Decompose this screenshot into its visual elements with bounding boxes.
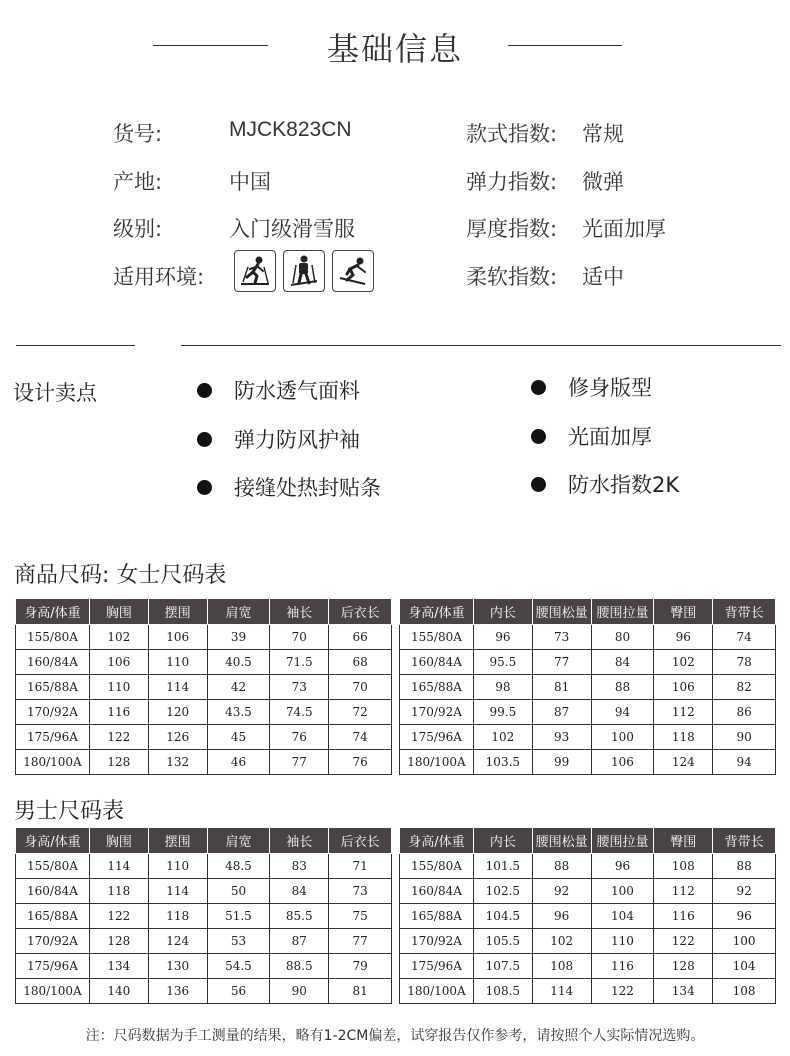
- table-cell: 175/96A: [16, 954, 90, 979]
- table-cell: 74.5: [270, 700, 329, 725]
- bullet-icon: [197, 480, 212, 495]
- table-cell: 112: [654, 700, 713, 725]
- table-cell: 102: [89, 625, 148, 650]
- table-cell: 53: [207, 929, 270, 954]
- table-cell: 170/92A: [400, 700, 474, 725]
- table-cell: 108.5: [473, 979, 532, 1004]
- table-cell: 165/88A: [16, 675, 90, 700]
- table-cell: 90: [270, 979, 329, 1004]
- table-cell: 87: [532, 700, 591, 725]
- table-cell: 104: [591, 904, 654, 929]
- table-cell: 114: [148, 879, 207, 904]
- table-cell: 118: [654, 725, 713, 750]
- table-cell: 95.5: [473, 650, 532, 675]
- table-cell: 103.5: [473, 750, 532, 775]
- table-cell: 106: [89, 650, 148, 675]
- info-value-thickness: 光面加厚: [582, 217, 666, 241]
- info-label-origin: 产地:: [113, 170, 163, 194]
- page-title: 基础信息: [326, 30, 463, 68]
- feature-text: 接缝处热封贴条: [234, 476, 381, 500]
- table-row: [400, 904, 776, 929]
- table-row: [16, 854, 392, 879]
- table-cell: 105.5: [473, 929, 532, 954]
- info-label-elasticity: 弹力指数:: [466, 170, 558, 194]
- feature-text: 防水指数2K: [568, 473, 680, 497]
- table-header-cell: 身高/体重: [16, 599, 90, 625]
- table-row: [400, 879, 776, 904]
- women-lower-size-table: [399, 598, 776, 775]
- table-row: [16, 954, 392, 979]
- table-cell: 46: [207, 750, 270, 775]
- table-cell: 165/88A: [400, 675, 474, 700]
- table-cell: 84: [591, 650, 654, 675]
- table-cell: 116: [89, 700, 148, 725]
- table-header-cell: 胸围: [89, 828, 148, 854]
- table-cell: 45: [207, 725, 270, 750]
- environment-icons: [234, 250, 374, 292]
- table-cell: 180/100A: [400, 750, 474, 775]
- table-cell: 128: [89, 750, 148, 775]
- table-cell: 155/80A: [16, 854, 90, 879]
- table-cell: 81: [532, 675, 591, 700]
- feature-text: 修身版型: [568, 376, 652, 400]
- table-row: [16, 700, 392, 725]
- info-label-thickness: 厚度指数:: [466, 217, 558, 241]
- table-header-cell: 内长: [473, 828, 532, 854]
- table-header-cell: 摆围: [148, 828, 207, 854]
- table-cell: 96: [654, 625, 713, 650]
- downhill-ski-icon: [332, 250, 374, 292]
- table-cell: 170/92A: [400, 929, 474, 954]
- table-cell: 126: [148, 725, 207, 750]
- table-cell: 96: [532, 904, 591, 929]
- feature-item: [531, 372, 652, 402]
- table-cell: 96: [591, 854, 654, 879]
- table-header-row: [400, 828, 776, 854]
- table-cell: 94: [591, 700, 654, 725]
- table-cell: 112: [654, 879, 713, 904]
- table-cell: 132: [148, 750, 207, 775]
- table-cell: 70: [329, 675, 392, 700]
- table-cell: 86: [713, 700, 776, 725]
- table-cell: 175/96A: [400, 725, 474, 750]
- info-value-item-no: MJCK823CN: [229, 118, 352, 141]
- feature-item: [197, 424, 360, 454]
- table-cell: 39: [207, 625, 270, 650]
- table-cell: 83: [270, 854, 329, 879]
- table-row: [16, 929, 392, 954]
- table-row: [400, 854, 776, 879]
- table-cell: 124: [654, 750, 713, 775]
- table-cell: 134: [89, 954, 148, 979]
- table-cell: 78: [713, 650, 776, 675]
- women-size-heading: 商品尺码: 女士尺码表: [14, 563, 227, 588]
- table-cell: 48.5: [207, 854, 270, 879]
- info-value-softness: 适中: [582, 265, 624, 289]
- men-upper-size-table: [15, 827, 392, 1004]
- table-cell: 101.5: [473, 854, 532, 879]
- table-cell: 73: [532, 625, 591, 650]
- table-cell: 160/84A: [400, 650, 474, 675]
- table-cell: 85.5: [270, 904, 329, 929]
- table-cell: 73: [270, 675, 329, 700]
- table-cell: 76: [329, 750, 392, 775]
- table-cell: 88: [591, 675, 654, 700]
- table-cell: 98: [473, 675, 532, 700]
- info-label-level: 级别:: [113, 217, 163, 241]
- table-cell: 180/100A: [16, 750, 90, 775]
- table-header-cell: 身高/体重: [16, 828, 90, 854]
- table-cell: 108: [713, 979, 776, 1004]
- table-header-cell: 腰围松量: [532, 828, 591, 854]
- table-header-cell: 背带长: [713, 828, 776, 854]
- table-cell: 70: [270, 625, 329, 650]
- table-cell: 180/100A: [16, 979, 90, 1004]
- table-cell: 140: [89, 979, 148, 1004]
- women-upper-size-table: [15, 598, 392, 775]
- table-cell: 40.5: [207, 650, 270, 675]
- table-cell: 92: [713, 879, 776, 904]
- table-cell: 110: [591, 929, 654, 954]
- table-row: [16, 650, 392, 675]
- table-cell: 114: [532, 979, 591, 1004]
- table-row: [400, 725, 776, 750]
- table-header-cell: 腰围松量: [532, 599, 591, 625]
- info-label-softness: 柔软指数:: [466, 265, 558, 289]
- table-row: [400, 750, 776, 775]
- table-cell: 71: [329, 854, 392, 879]
- table-cell: 128: [89, 929, 148, 954]
- table-cell: 75: [329, 904, 392, 929]
- feature-text: 弹力防风护袖: [234, 428, 360, 452]
- info-value-elasticity: 微弹: [582, 170, 624, 194]
- bullet-icon: [197, 383, 212, 398]
- table-cell: 77: [270, 750, 329, 775]
- table-header-cell: 袖长: [270, 828, 329, 854]
- table-header-cell: 肩宽: [207, 599, 270, 625]
- table-cell: 108: [654, 854, 713, 879]
- info-value-style: 常规: [582, 122, 624, 146]
- table-cell: 114: [148, 675, 207, 700]
- table-row: [400, 650, 776, 675]
- table-cell: 116: [591, 954, 654, 979]
- table-row: [16, 625, 392, 650]
- table-cell: 66: [329, 625, 392, 650]
- table-cell: 114: [89, 854, 148, 879]
- table-cell: 165/88A: [400, 904, 474, 929]
- table-cell: 94: [713, 750, 776, 775]
- table-cell: 102.5: [473, 879, 532, 904]
- table-cell: 74: [329, 725, 392, 750]
- table-cell: 175/96A: [400, 954, 474, 979]
- table-header-row: [16, 828, 392, 854]
- men-lower-size-table: [399, 827, 776, 1004]
- table-cell: 160/84A: [16, 650, 90, 675]
- table-header-cell: 背带长: [713, 599, 776, 625]
- table-cell: 68: [329, 650, 392, 675]
- table-cell: 56: [207, 979, 270, 1004]
- table-cell: 88.5: [270, 954, 329, 979]
- table-header-cell: 袖长: [270, 599, 329, 625]
- table-cell: 93: [532, 725, 591, 750]
- table-cell: 155/80A: [400, 854, 474, 879]
- table-cell: 104: [713, 954, 776, 979]
- feature-item: [531, 421, 652, 451]
- table-cell: 102: [473, 725, 532, 750]
- table-cell: 180/100A: [400, 979, 474, 1004]
- table-cell: 102: [532, 929, 591, 954]
- table-cell: 96: [473, 625, 532, 650]
- table-cell: 120: [148, 700, 207, 725]
- table-cell: 99: [532, 750, 591, 775]
- table-row: [16, 725, 392, 750]
- table-cell: 92: [532, 879, 591, 904]
- table-cell: 100: [591, 725, 654, 750]
- bullet-icon: [197, 432, 212, 447]
- table-header-cell: 腰围拉量: [591, 828, 654, 854]
- table-header-cell: 身高/体重: [400, 828, 474, 854]
- table-cell: 50: [207, 879, 270, 904]
- table-header-cell: 后衣长: [329, 828, 392, 854]
- table-header-cell: 臀围: [654, 599, 713, 625]
- table-cell: 71.5: [270, 650, 329, 675]
- table-cell: 122: [89, 904, 148, 929]
- table-cell: 106: [148, 625, 207, 650]
- table-row: [400, 929, 776, 954]
- table-row: [16, 904, 392, 929]
- table-header-cell: 胸围: [89, 599, 148, 625]
- table-cell: 116: [654, 904, 713, 929]
- table-cell: 106: [591, 750, 654, 775]
- table-cell: 72: [329, 700, 392, 725]
- table-cell: 155/80A: [16, 625, 90, 650]
- table-cell: 106: [654, 675, 713, 700]
- table-row: [16, 879, 392, 904]
- table-row: [16, 750, 392, 775]
- table-cell: 122: [591, 979, 654, 1004]
- design-section-label: 设计卖点: [13, 381, 97, 405]
- table-cell: 170/92A: [16, 929, 90, 954]
- feature-text: 防水透气面料: [234, 379, 360, 403]
- table-cell: 81: [329, 979, 392, 1004]
- table-cell: 100: [713, 929, 776, 954]
- table-cell: 108: [532, 954, 591, 979]
- table-row: [400, 979, 776, 1004]
- table-cell: 136: [148, 979, 207, 1004]
- table-cell: 51.5: [207, 904, 270, 929]
- table-cell: 128: [654, 954, 713, 979]
- bullet-icon: [531, 380, 546, 395]
- table-row: [400, 625, 776, 650]
- table-cell: 77: [532, 650, 591, 675]
- table-cell: 99.5: [473, 700, 532, 725]
- table-row: [400, 700, 776, 725]
- section-rule-right: [181, 345, 781, 346]
- table-header-cell: 后衣长: [329, 599, 392, 625]
- bullet-icon: [531, 429, 546, 444]
- table-cell: 110: [148, 854, 207, 879]
- table-cell: 42: [207, 675, 270, 700]
- table-row: [400, 675, 776, 700]
- table-cell: 122: [89, 725, 148, 750]
- info-label-item-no: 货号:: [113, 122, 163, 146]
- table-cell: 87: [270, 929, 329, 954]
- info-label-environment: 适用环境:: [113, 265, 205, 289]
- feature-item: [197, 375, 360, 405]
- feature-item: [197, 472, 381, 502]
- size-note: 注：尺码数据为手工测量的结果，略有1-2CM偏差，试穿报告仅作参考，请按照个人实际情况选购。: [85, 1028, 705, 1044]
- table-header-cell: 摆围: [148, 599, 207, 625]
- bullet-icon: [531, 477, 546, 492]
- table-cell: 100: [591, 879, 654, 904]
- table-cell: 165/88A: [16, 904, 90, 929]
- table-cell: 134: [654, 979, 713, 1004]
- table-header-cell: 腰围拉量: [591, 599, 654, 625]
- table-cell: 170/92A: [16, 700, 90, 725]
- table-header-row: [16, 599, 392, 625]
- table-cell: 155/80A: [400, 625, 474, 650]
- feature-item: [531, 469, 679, 499]
- table-cell: 88: [713, 854, 776, 879]
- cross-country-ski-icon: [234, 250, 276, 292]
- table-cell: 79: [329, 954, 392, 979]
- table-cell: 90: [713, 725, 776, 750]
- table-cell: 76: [270, 725, 329, 750]
- table-cell: 73: [329, 879, 392, 904]
- table-cell: 160/84A: [16, 879, 90, 904]
- table-header-row: [400, 599, 776, 625]
- title-right-rule: [508, 45, 622, 46]
- info-value-level: 入门级滑雪服: [229, 217, 355, 241]
- table-cell: 175/96A: [16, 725, 90, 750]
- table-cell: 54.5: [207, 954, 270, 979]
- section-rule-left: [16, 345, 135, 346]
- table-cell: 160/84A: [400, 879, 474, 904]
- table-cell: 118: [89, 879, 148, 904]
- table-header-cell: 内长: [473, 599, 532, 625]
- table-row: [16, 675, 392, 700]
- table-cell: 77: [329, 929, 392, 954]
- table-cell: 130: [148, 954, 207, 979]
- table-cell: 80: [591, 625, 654, 650]
- table-cell: 43.5: [207, 700, 270, 725]
- table-cell: 102: [654, 650, 713, 675]
- info-value-origin: 中国: [229, 170, 271, 194]
- feature-text: 光面加厚: [568, 425, 652, 449]
- table-cell: 124: [148, 929, 207, 954]
- table-cell: 118: [148, 904, 207, 929]
- men-size-heading: 男士尺码表: [14, 799, 125, 824]
- table-cell: 84: [270, 879, 329, 904]
- table-cell: 110: [89, 675, 148, 700]
- table-cell: 107.5: [473, 954, 532, 979]
- table-header-cell: 肩宽: [207, 828, 270, 854]
- table-row: [400, 954, 776, 979]
- table-header-cell: 臀围: [654, 828, 713, 854]
- info-label-style: 款式指数:: [466, 122, 558, 146]
- ski-mountaineering-icon: [283, 250, 325, 292]
- table-cell: 88: [532, 854, 591, 879]
- table-cell: 122: [654, 929, 713, 954]
- table-cell: 82: [713, 675, 776, 700]
- table-header-cell: 身高/体重: [400, 599, 474, 625]
- table-cell: 110: [148, 650, 207, 675]
- table-cell: 74: [713, 625, 776, 650]
- table-cell: 104.5: [473, 904, 532, 929]
- table-cell: 96: [713, 904, 776, 929]
- table-row: [16, 979, 392, 1004]
